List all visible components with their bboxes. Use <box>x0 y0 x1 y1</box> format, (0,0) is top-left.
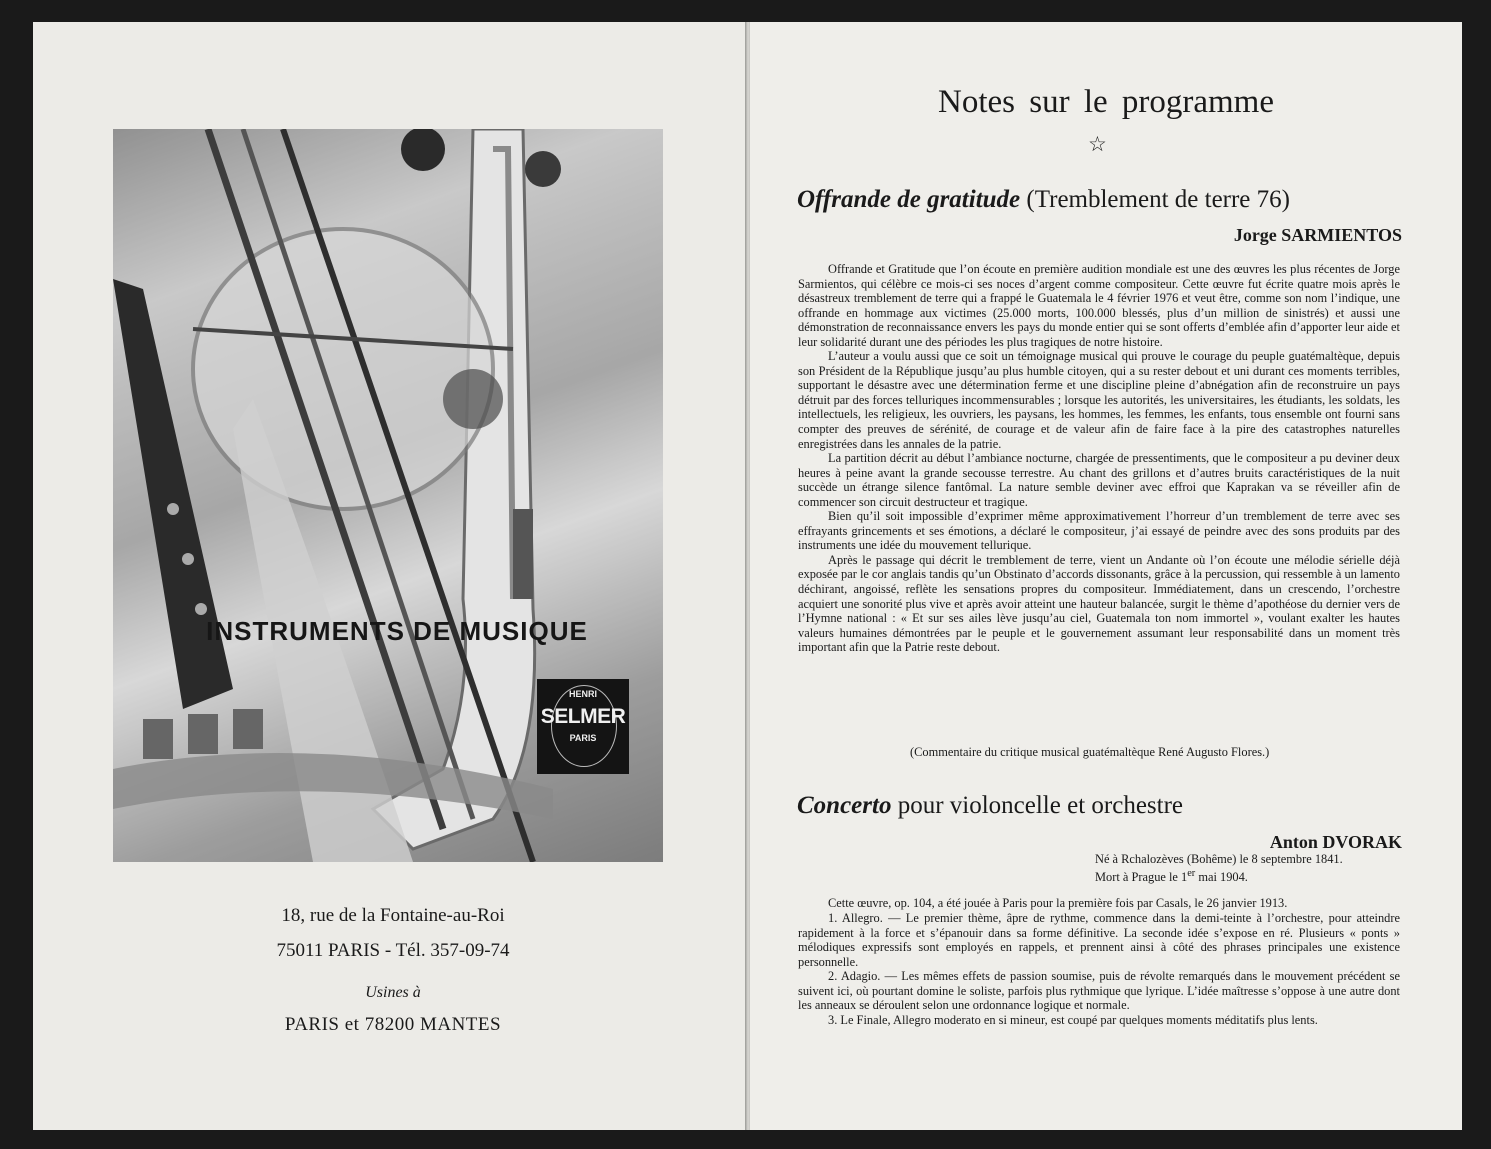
piece1-title <box>797 186 1401 214</box>
bio-death-superscript: er <box>1187 867 1196 879</box>
address-line-city-phone: 75011 PARIS - Tél. 357-09-74 <box>276 940 510 961</box>
piece2-title-subtitle: pour violoncelle et orchestre <box>891 792 1184 819</box>
piece1-title-main: Offrande de gratitude <box>797 186 1021 213</box>
piece1-notes <box>798 262 1400 655</box>
paragraph: 1. Allegro. — Le premier thème, âpre de rythme, commence dans la demi-teinte à l’orchestre, pour atteindre rapidement à la force et s’épanouir dans sa forme définitive. La seconde idée s’expose en ré. Plusieurs « ponts » mélodiques expressifs sont employés en rappels, et prennent ainsi à côté des phrases principales une existence personnelle. <box>798 911 1400 969</box>
logo-line3: PARIS <box>569 733 597 743</box>
logo-line1: HENRI <box>568 689 597 699</box>
paragraph: Cette œuvre, op. 104, a été jouée à Paris pour la première fois par Casals, le 26 janvier 1913. <box>828 896 1288 910</box>
paragraph: L’auteur a voulu aussi que ce soit un témoignage musical qui prouve le courage du peuple guatémaltèque, depuis son Président de la République jusqu’au plus humble citoyen, qui a su rester debout et uni durant ces moments terribles, supportant le désastre avec une détermination ferme et une discipline pleine d’abnégation afin de reconstruire un pays détruit par des forces telluriques incommensurables ; lorsque les autorités, les universitaires, les étudiants, les soldats, les intellectuels, les religieux, les ouvriers, les paysans, les hommes, les femmes, les enfants, tous ensemble ont fourni sans compter des preuves de sérénité, de courage et de valeur afin de faire face à la pire des catastrophes naturelles enregistrées dans les annales de la patrie. <box>798 349 1400 451</box>
factories-label: Usines à <box>365 984 421 1001</box>
piece1-title-subtitle: (Tremblement de terre 76) <box>1020 186 1290 213</box>
paragraph: 2. Adagio. — Les mêmes effets de passion soumise, puis de révolte remarqués dans le mouvement précédent se suivent ici, où pourtant domine le soliste, parfois plus rythmique que lyrique. L’idée maîtresse s’oppose à une autre dont les anneaux se déroulent selon une ordonnance logique et normale. <box>798 969 1400 1013</box>
piece1-composer: Jorge SARMIENTOS <box>1233 225 1402 245</box>
star-icon: ☆ <box>1088 132 1107 156</box>
bio-death-date: mai 1904. <box>1195 869 1248 884</box>
logo-line2: SELMER <box>540 705 626 728</box>
paragraph: La partition décrit au début l’ambiance nocturne, chargée de pressentiments, que le compositeur a pu deviner deux heures à peine avant la grande secousse terrestre. Au chant des grillons et d’autres bruits caractéristiques de la nuit succède un étrange silence fantômal. La nature semble deviner avec effroi que Kaprakan va se réveiller afin de commencer son circuit destructeur et tragique. <box>798 451 1400 509</box>
piece2-title <box>797 792 1401 820</box>
piece1-credit: (Commentaire du critique musical guatémaltèque René Augusto Flores.) <box>910 745 1270 759</box>
piece2-composer: Anton DVORAK <box>1269 832 1402 852</box>
piece2-intro <box>798 896 1400 911</box>
paragraph: Bien qu’il soit impossible d’exprimer même approximativement l’horreur d’un tremblement de terre avec ses effrayants grincements et ses émotions, a déclaré le compositeur, j’ai essayé de peindre avec des sons produits par des instruments une idée du mouvement tellurique. <box>798 509 1400 553</box>
ad-headline: INSTRUMENTS DE MUSIQUE <box>206 616 588 646</box>
bio-death <box>1095 867 1343 885</box>
left-page <box>33 22 745 1130</box>
paragraph: Offrande et Gratitude que l’on écoute en première audition mondiale est une des œuvres les plus récentes de Jorge Sarmientos, qui célèbre ce mois-ci ses noces d’argent comme compositeur. Cette œuvre fut écrite quatre mois après le désastreux tremblement de terre qui a frappé le Guatemala le 4 février 1976 et veut être, comme son nom l’indique, une offrande en hommage aux victimes (25.000 morts, 100.000 blessés, plus d’un million de sinistrés) et aussi une démonstration de reconnaissance envers les pays du monde entier qui se sont offerts d’emblée afin d’apporter leur aide et leur solidarité durant une des périodes les plus tragiques de notre histoire. <box>798 262 1400 349</box>
paragraph: Après le passage qui décrit le tremblement de terre, vient un Andante où l’on écoute une mélodie sérielle déjà exposée par le cor anglais tandis qu’un Obstinato d’accords dissonants, grâce à la percussion, qui ressemble à un lamento déchirant, angoissé, reflète les sensations propres du compositeur. Immédiatement, dans un crescendo, l’orchestre acquiert une sonorité plus vive et après avoir atteint une hauteur balancée, surgit le thème d’apothéose du dernier vers de l’Hymne national : « Et sur ses ailes lève jusqu’au ciel, Guatemala ton nom immortel », voulant exalter les hautes valeurs humaines démontrées par le peuple et le gouvernement assumant leur responsabilité dans un moment très important afin que la Patrie reste debout. <box>798 552 1400 655</box>
bio-death-text: Mort à Prague le 1 <box>1095 869 1188 884</box>
piece2-notes <box>798 911 1400 1027</box>
right-page <box>750 22 1462 1130</box>
instruments-photo <box>113 129 663 862</box>
factories-cities: PARIS et 78200 MANTES <box>284 1014 502 1035</box>
piece2-title-main: Concerto <box>797 792 892 819</box>
bio-birth: Né à Rchalozèves (Bohême) le 8 septembre 1841. <box>1095 852 1343 866</box>
paragraph: 3. Le Finale, Allegro moderato en si mineur, est coupé par quelques moments méditatifs plus lents. <box>828 1012 1318 1027</box>
page-title: Notes sur le programme <box>938 84 1274 120</box>
selmer-logo <box>537 679 629 774</box>
composer-bio <box>1095 852 1343 884</box>
address-line-street: 18, rue de la Fontaine-au-Roi <box>281 905 505 926</box>
